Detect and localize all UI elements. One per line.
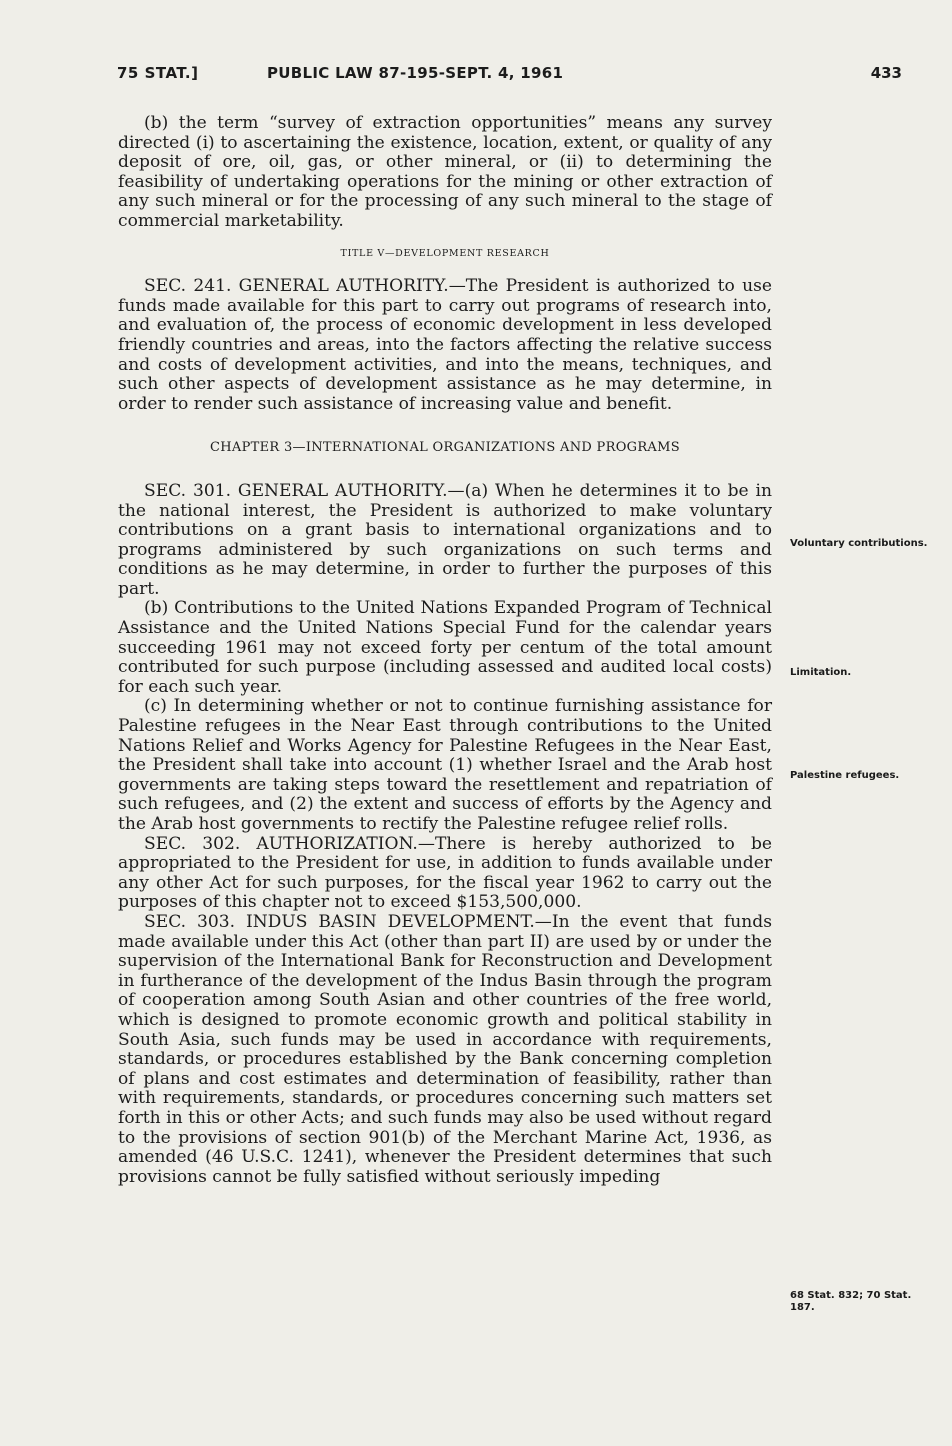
section-302 (118, 835, 772, 913)
margin-note-palestine-refugees: Palestine refugees. (790, 770, 900, 781)
header-citation: 75 STAT.] (117, 64, 199, 82)
section-241 (118, 277, 772, 414)
margin-note-voluntary-contributions: Voluntary contributions. (790, 538, 928, 549)
section-303 (118, 913, 772, 1187)
section-302-heading: SEC. 302. AUTHORIZATION. (144, 833, 418, 854)
header-title: PUBLIC LAW 87-195-SEPT. 4, 1961 (267, 64, 564, 82)
page-number: 433 (870, 64, 902, 82)
section-301-a-text: —(a) When he determines it to be in the national interest, the President is authorized to make voluntary contributions on a grant basis to international organizations and to programs administered by such organizations on such terms and conditions as he may determine, in order to further the purposes of this part. (118, 480, 772, 599)
margin-note-statute-citation: 68 Stat. 832; 70 Stat. 187. (790, 1290, 912, 1313)
section-302-text: —There is hereby authorized to be appropriated to the President for use, in addition to funds available under any other Act for such purposes, for the fiscal year 1962 to carry out the purposes of this chapter not to exceed $153,500,000. (118, 833, 772, 913)
section-241-heading: SEC. 241. GENERAL AUTHORITY. (144, 276, 449, 297)
body-column (118, 114, 772, 1187)
title-v-heading: TITLE V—DEVELOPMENT RESEARCH (340, 247, 550, 259)
section-301-heading: SEC. 301. GENERAL AUTHORITY. (144, 480, 448, 501)
section-241-text: —The President is authorized to use funds made available for this part to carry out programs of research into, and evaluation of, the process of economic development in less developed friendly countries and areas, into the factors affecting the relative success and costs of development activities, and into the means, techniques, and such other aspects of development assistance as he may determine, in order to render such assistance of increasing value and benefit. (118, 276, 772, 414)
chapter-3-heading: CHAPTER 3—INTERNATIONAL ORGANIZATIONS AND PROGRAMS (210, 440, 680, 456)
paragraph-b-survey-definition: (b) the term “survey of extraction opportunities” means any survey directed (i) to ascertaining the existence, location, extent, or quality of any deposit of ore, oil, gas, or other mineral, or (ii) to determining the feasibility of undertaking operations for the mining or other extraction of any such mineral or for the processing of any such mineral to the stage of commercial marketability. (118, 113, 772, 231)
section-303-text: —In the event that funds made available under this Act (other than part II) are used by or under the supervision of the International Bank for Reconstruction and Development in furtherance of the development of the Indus Basin through the program of cooperation among South Asian and other countries of the free world, which is designed to promote economic growth and political stability in South Asia, such funds may be used in accordance with requirements, standards, or procedures established by the Bank concerning completion of plans and cost estimates and determination of feasibility, rather than with requirements, standards, or procedures concerning such matters set forth in this or other Acts; and such funds may also be used without regard to the provisions of section 901(b) of the Merchant Marine Act, 1936, as amended (46 U.S.C. 1241), whenever the President determines that such provisions cannot be fully satisfied without seriously impeding (118, 911, 772, 1187)
section-301-c: (c) In determining whether or not to continue furnishing assistance for Palestine refugees in the Near East through contributions to the United Nations Relief and Works Agency for Palestine Refugees in the Near East, the President shall take into account (1) whether Israel and the Arab host governments are taking steps toward the resettlement and repatriation of such refugees, and (2) the extent and success of efforts by the Agency and the Arab host governments to rectify the Palestine refugee relief rolls. (118, 696, 772, 834)
margin-note-limitation: Limitation. (790, 667, 852, 678)
section-303-heading: SEC. 303. INDUS BASIN DEVELOPMENT. (144, 911, 535, 932)
running-header (117, 64, 902, 88)
section-301-b: (b) Contributions to the United Nations Expanded Program of Technical Assistance and the United Nations Special Fund for the calendar years succeeding 1961 may not exceed forty per centum of the total amount contributed for such purpose (including assessed and audited local costs) for each such year. (118, 598, 772, 697)
section-301-a (118, 482, 772, 600)
